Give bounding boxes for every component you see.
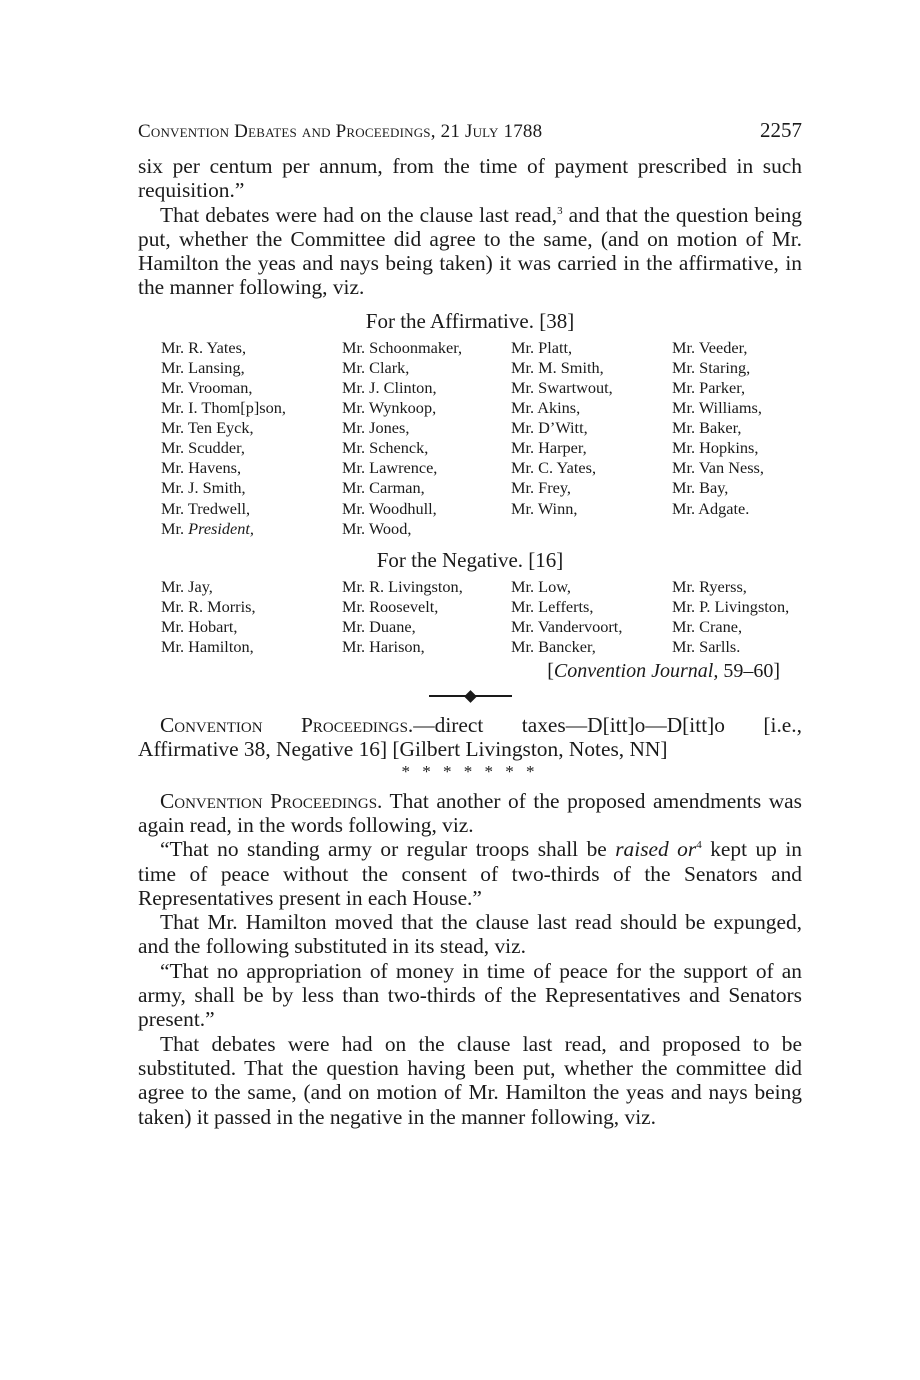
member-name: Mr. Woodhull, bbox=[342, 498, 437, 518]
citation-title: Convention Journal, bbox=[553, 660, 719, 683]
member-name: Mr. Carman, bbox=[342, 478, 425, 498]
member-name: Mr. Lansing, bbox=[161, 357, 245, 377]
member-name: Mr. Vandervoort, bbox=[511, 616, 623, 636]
divider-line-left bbox=[429, 695, 467, 697]
member-name: Mr. Staring, bbox=[672, 357, 751, 377]
page-number: 2257 bbox=[760, 118, 802, 142]
member-name: Mr. J. Smith, bbox=[161, 478, 246, 498]
member-name-president bbox=[161, 519, 342, 539]
paragraph-text: —direct taxes—D[itt]o—D[itt]o [i.e., Affirmative 38, Negative 16] [Gilbert Livingston, Notes, NN] bbox=[138, 713, 802, 762]
member-name: Mr. Hamilton, bbox=[161, 637, 254, 656]
page-body bbox=[138, 118, 802, 1129]
small-caps-heading: Convention Proceedings. bbox=[160, 713, 414, 738]
member-name: Mr. Schoonmaker, bbox=[342, 337, 463, 357]
paragraph-text: That another of the proposed amendments was again read, in the words following, viz. bbox=[138, 788, 802, 837]
source-citation bbox=[138, 659, 802, 683]
member-name: Mr. Baker, bbox=[672, 418, 742, 438]
member-name: Mr. Veeder, bbox=[672, 337, 748, 357]
affirmative-names-list bbox=[161, 338, 802, 539]
italic-text: raised or bbox=[615, 837, 697, 862]
member-name: Mr. M. Smith, bbox=[511, 357, 604, 377]
paragraph-livingston-notes bbox=[138, 713, 802, 762]
asterisk-separator: * * * * * * * bbox=[401, 761, 539, 781]
divider-line-right bbox=[474, 695, 512, 697]
paragraph-text: “That no standing army or regular troops shall be bbox=[160, 837, 616, 862]
paragraph-appropriation: “That no appropriation of money in time of peace for the support of an army, shall be by less than two-thirds of the Representatives and Senators present.” bbox=[138, 958, 802, 1032]
paragraph-text: and that the question being put, whether the Committee did agree to the same, (and on motion of Mr. Hamilton the yeas and nays being taken) it was carried in the affirmative, in the manner following, viz. bbox=[138, 202, 802, 300]
member-name: Mr. Frey, bbox=[511, 478, 571, 498]
paragraph-continued: six per centum per annum, from the time of payment prescribed in such requisition.” bbox=[138, 154, 802, 203]
citation-pages: 59–60] bbox=[718, 660, 780, 683]
member-name: Mr. Wynkoop, bbox=[342, 398, 437, 418]
name-prefix: Mr. bbox=[161, 518, 189, 538]
member-name: Mr. Tredwell, bbox=[161, 498, 251, 518]
member-name: Mr. Sarlls. bbox=[672, 637, 741, 656]
member-name: Mr. Harper, bbox=[511, 438, 587, 458]
member-name: Mr. Duane, bbox=[342, 616, 416, 636]
member-name: Mr. Lawrence, bbox=[342, 458, 438, 478]
member-name: Mr. Winn, bbox=[511, 498, 578, 518]
member-name: Mr. Parker, bbox=[672, 377, 746, 397]
member-name: Mr. Platt, bbox=[511, 337, 573, 357]
small-caps-heading: Convention Proceedings. bbox=[160, 788, 383, 813]
member-name: Mr. P. Livingston, bbox=[672, 596, 790, 616]
member-name: Mr. Scudder, bbox=[161, 438, 245, 458]
member-name: Mr. J. Clinton, bbox=[342, 377, 437, 397]
negative-heading: For the Negative. [16] bbox=[376, 547, 564, 572]
president-title: President, bbox=[188, 518, 255, 538]
member-name: Mr. Schenck, bbox=[342, 438, 429, 458]
footnote-ref-4: 4 bbox=[696, 839, 702, 852]
member-name: Mr. Swartwout, bbox=[511, 377, 613, 397]
paragraph-text: That debates were had on the clause last read, bbox=[160, 202, 558, 227]
footnote-ref-3: 3 bbox=[557, 204, 563, 217]
paragraph-standing-army bbox=[138, 837, 802, 910]
member-name: Mr. Jones, bbox=[342, 418, 410, 438]
member-name: Mr. Low, bbox=[511, 576, 571, 596]
member-name: Mr. R. Morris, bbox=[161, 596, 256, 616]
member-name: Mr. Bay, bbox=[672, 478, 729, 498]
member-name: Mr. Wood, bbox=[342, 518, 412, 538]
member-name: Mr. Hobart, bbox=[161, 616, 238, 636]
member-name: Mr. C. Yates, bbox=[511, 458, 597, 478]
member-name: Mr. Akins, bbox=[511, 398, 581, 418]
paragraph-hamilton-moved: That Mr. Hamilton moved that the clause last read should be expunged, and the following substituted in its stead, viz. bbox=[138, 910, 802, 959]
member-name: Mr. Clark, bbox=[342, 357, 410, 377]
member-name: Mr. I. Thom[p]son, bbox=[161, 398, 286, 418]
negative-names-list bbox=[161, 577, 802, 657]
section-divider-ornament bbox=[138, 689, 802, 703]
member-name: Mr. D’Witt, bbox=[511, 418, 588, 438]
member-name: Mr. Ten Eyck, bbox=[161, 418, 254, 438]
member-name: Mr. Lefferts, bbox=[511, 596, 594, 616]
member-name: Mr. Van Ness, bbox=[672, 458, 764, 478]
member-name: Mr. Hopkins, bbox=[672, 438, 759, 458]
paragraph-debates-affirmative bbox=[138, 203, 802, 300]
running-head bbox=[138, 118, 802, 154]
member-name: Mr. Vrooman, bbox=[161, 377, 253, 397]
member-name: Mr. R. Livingston, bbox=[342, 576, 463, 596]
member-name: Mr. R. Yates, bbox=[161, 337, 247, 357]
member-name: Mr. Williams, bbox=[672, 398, 762, 418]
member-name: Mr. Havens, bbox=[161, 458, 242, 478]
running-title: Convention Debates and Proceedings, 21 July 1788 bbox=[138, 121, 543, 142]
paragraph-debates-negative: That debates were had on the clause last read, and proposed to be substituted. That the question having been put, whether the committee did agree to the same, (and on motion of Mr. Hamilton the yeas and nays being taken) it passed in the negative in the manner following, viz. bbox=[138, 1031, 802, 1129]
citation-bracket: [ bbox=[547, 660, 554, 683]
member-name: Mr. Crane, bbox=[672, 616, 743, 636]
member-name: Mr. Bancker, bbox=[511, 637, 596, 656]
member-name: Mr. Harison, bbox=[342, 637, 425, 656]
paragraph-amendment-read bbox=[138, 789, 802, 838]
member-name: Mr. Roosevelt, bbox=[342, 596, 439, 616]
diamond-icon bbox=[464, 690, 477, 703]
member-name: Mr. Jay, bbox=[161, 576, 213, 596]
affirmative-heading: For the Affirmative. [38] bbox=[365, 308, 575, 333]
paragraph-text: kept up in time of peace without the consent of two-thirds of the Senators and Representatives present in each House.” bbox=[138, 837, 802, 910]
member-name: Mr. Ryerss, bbox=[672, 576, 747, 596]
member-name: Mr. Adgate. bbox=[672, 498, 750, 518]
